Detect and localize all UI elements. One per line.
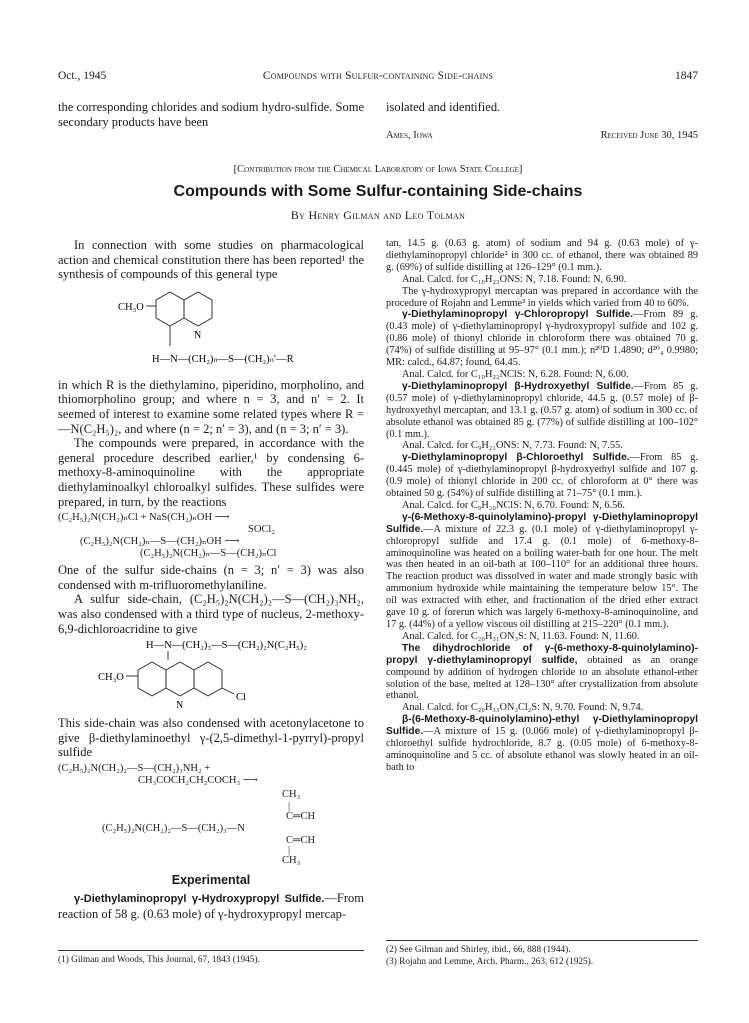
- pyrrole-c1: C═CH: [286, 810, 316, 822]
- paragraph: A sulfur side-chain, (C₂H₅)₂N(CH₂)₂—S—(CH₂)₃NH₂, was also condensed with a third type of nucleus, 2-methoxy-6,9-dichloroacridine to give: [58, 592, 364, 636]
- continued-text-left: the corresponding chlorides and sodium hydro-sulfide. Some secondary products have been: [58, 100, 364, 129]
- paragraph: tan, 14.5 g. (0.63 g. atom) of sodium and 94 g. (0.63 mole) of γ-diethylaminopropyl chloride² in 300 cc. of ethanol, there was obtained 89 g. (69%) of sulfide distilling at 126–129° (0.1 mm.).: [386, 238, 698, 273]
- pyrrole-chain: (C₂H₅)₂N(CH₂)₂—S—(CH₂)₃—N: [102, 822, 245, 834]
- article-byline: By Henry Gilman and Leo Tolman: [290, 208, 466, 222]
- subsection-heading: γ-Diethylaminopropyl γ-Hydroxypropyl Sulfide.: [74, 893, 325, 906]
- header-running-title: Compounds with Sulfur-containing Side-chains: [262, 70, 494, 82]
- paragraph: γ-Diethylaminopropyl β-Hydroxyethyl Sulfide.—From 85 g. (0.57 mole) of γ-diethylaminopropyl chloride, 44.5 g. (0.57 mole) of β-hydroxyethyl mercaptan, and 13.1 g. (0.57 g. atom) of sodium in 300 cc. of absolute ethanol was obtained 85 g. (77%) of sulfide distilling at 100–102° (0.1 mm.).: [386, 380, 698, 440]
- signature-place: Ames, Iowa: [386, 130, 433, 141]
- header-date: Oct., 1945: [58, 70, 107, 82]
- reaction-line: (C₂H₅)₂N(CH₂)ₙ—S—(CH₂)ₙCl: [140, 548, 277, 560]
- paragraph: The dihydrochloride of γ-(6-methoxy-8-quinolylamino)-propyl γ-diethylaminopropyl sulfide, obtained as an orange compound by addition of hydrogen chloride to an absolute ethanol-ether solution of the base, melted at 128–130° after crystallization from absolute ethanol.: [386, 642, 698, 702]
- footnote-rule: [386, 940, 698, 941]
- struct-chain: H—N—(CH₂)ₙ—S—(CH₂)ₙ′—R: [152, 353, 294, 365]
- paragraph: γ-Diethylaminopropyl β-Chloroethyl Sulfide.—From 85 g. (0.445 mole) of γ-diethylaminopropyl β-hydroxyethyl sulfide and 107 g. (0.9 mole) of thionyl chloride in 200 cc. of chloroform at 0° there was obtained 50 g. (54%) of sulfide distilling at 71–75° (0.1 mm.).: [386, 452, 698, 500]
- footnote: (2) See Gilman and Shirley, ibid., 66, 888 (1944).: [386, 945, 571, 955]
- struct-substituent: CH₃O: [98, 672, 124, 684]
- paragraph: γ-Diethylaminopropyl γ-Hydroxypropyl Sulfide.—From reaction of 58 g. (0.63 mole) of γ-hydroxypropyl mercap-: [58, 891, 364, 922]
- paragraph: In connection with some studies on pharmacological action and chemical constitution there has been reported¹ the synthesis of compounds of this general type: [58, 238, 364, 282]
- contribution-line: [Contribution from the Chemical Laboratory of Iowa State College]: [233, 164, 523, 175]
- subsection-heading: β-(6-Methoxy-8-quinolylamino)-ethyl γ-Diethylaminopropyl Sulfide.: [386, 714, 698, 738]
- footnote: (3) Rojahn and Lemme, Arch. Pharm., 263, 612 (1925).: [386, 956, 594, 967]
- running-header: [58, 70, 698, 86]
- reaction-reagent: SOCl₂: [248, 524, 276, 536]
- analysis-line: Anal. Calcd. for C₁₀H₂₂NClS: N, 6.28. Found: N, 6.00.: [402, 368, 629, 380]
- analysis-line: Anal. Calcd. for C₁₀H₂₃ONS: N, 7.18. Found: N, 6.90.: [402, 273, 627, 285]
- pyrrole-methyl-top: CH₃: [282, 788, 301, 800]
- paragraph: The compounds were prepared, in accordance with the general procedure described earlier,¹ by condensing 6-methoxy-8-aminoquinoline with the appropriate diethylaminoalkyl chloroalkyl sulfides. These sulfides were prepared, in turn, by the reactions: [58, 436, 364, 509]
- analysis-line: Anal. Calcd. for C₂₀H₃₁ON₃S: N, 11.63. Found: N, 11.60.: [402, 630, 640, 642]
- acridine-structure-diagram: [58, 638, 364, 714]
- paragraph: This side-chain was also condensed with acetonylacetone to give β-diethylaminoethyl γ-(2,5-dimethyl-1-pyrryl)-propyl sulfide: [58, 716, 364, 760]
- reaction-line: (C₂H₅)₂N(CH₂)₂—S—(CH₂)₃NH₂ +: [58, 762, 211, 774]
- subsection-heading: γ-(6-Methoxy-8-quinolylamino)-propyl γ-Diethylaminopropyl Sulfide.: [386, 511, 698, 535]
- continued-text-right: isolated and identified.: [386, 100, 501, 114]
- reaction-line: (C₂H₅)₂N(CH₂)ₙ—S—(CH₂)ₙOH ⟶: [80, 536, 240, 548]
- signature-line: [386, 130, 698, 141]
- paragraph: β-(6-Methoxy-8-quinolylamino)-ethyl γ-Diethylaminopropyl Sulfide.—A mixture of 15 g. (0.066 mole) of γ-diethylaminopropyl β-chloroethyl sulfide hydrochloride, 8.7 g. (0.05 mole) of 6-methoxy-8-aminoquinoline and 5 cc. of absolute ethanol was slowly heated in an oil-bath to: [386, 714, 698, 773]
- struct-chain: H—N—(CH₂)₃—S—(CH₂)₂N(C₂H₅)₂: [146, 640, 307, 652]
- paragraph: The γ-hydroxypropyl mercaptan was prepared in accordance with the procedure of Rojahn and Lemme³ in yields which varied from 40 to 60%.: [386, 285, 698, 309]
- quinoline-structure-diagram: [58, 284, 364, 376]
- struct-ring-n: N: [194, 329, 202, 341]
- footnote: (1) Gilman and Woods, This Journal, 67, 1843 (1945).: [58, 955, 260, 965]
- reaction-scheme: [58, 512, 364, 560]
- section-heading-experimental: Experimental: [171, 872, 251, 887]
- pyrrole-methyl-bottom: CH₃: [282, 854, 301, 866]
- header-page-number: 1847: [675, 70, 698, 82]
- footnote-rule: [58, 950, 364, 951]
- subsection-heading: The dihydrochloride of γ-(6-methoxy-8-quinolylamino)-propyl γ-diethylaminopropyl sulfide,: [386, 642, 698, 666]
- analysis-line: Anal. Calcd. for C₉H₂₁ONS: N, 7.73. Found: N, 7.55.: [402, 440, 623, 452]
- right-column: [386, 238, 698, 774]
- footnotes-right: [386, 945, 698, 968]
- struct-ring-n: N: [176, 700, 184, 712]
- reaction-line: CH₃COCH₂CH₂COCH₃ ⟶: [138, 774, 258, 786]
- paragraph: γ-(6-Methoxy-8-quinolylamino)-propyl γ-Diethylaminopropyl Sulfide.—A mixture of 22.3 g. (0.1 mole) of γ-diethylaminopropyl γ-chloropropyl sulfide and 17.4 g. (0.1 mole) of 6-methoxy-8-aminoquinoline was heated on a boiling water-bath for one hour. The melt was then heated in an oil-bath at 100–110° for an additional three hours. The reaction product was dissolved in water and made strongly basic with ammonium hydroxide while maintaining the temperature below 15°. The oil was extracted with ether, and fractionation of the dried ether extract gave 10 g. of forerun which was largely 6-methoxy-8-aminoquinoline, and 17 g. (44%) of a yellow viscous oil distilling at 215–220° (0.1 mm.).: [386, 511, 698, 630]
- paragraph: γ-Diethylaminopropyl γ-Chloropropyl Sulfide.—From 89 g. (0.43 mole) of γ-diethylaminopropyl γ-hydroxypropyl sulfide and 102 g. (0.86 mole) of thionyl chloride in chloroform there was obtained 70 g. (74%) of sulfide distilling at 95–97° (0.1 mm.); n²⁰D 1.4890; d²⁰₄ 0.9980; MR: calcd., 64.87; found, 64.45.: [386, 309, 698, 369]
- pyrrole-c2: C═CH: [286, 834, 316, 846]
- analysis-line: Anal. Calcd. for C₉H₂₀NClS: N, 6.70. Found: N, 6.56.: [402, 499, 625, 511]
- subsection-heading: γ-Diethylaminopropyl β-Chloroethyl Sulfide.: [402, 452, 630, 464]
- paragraph: in which R is the diethylamino, piperidino, morpholino, and thiomorpholino group; and where n = 3, and n′ = 2. It seemed of interest to examine some related types where R = —N(C₂H₅)₂, and where (n = 2; n′ = 3), and (n = 3; n′ = 3).: [58, 377, 364, 436]
- paragraph: One of the sulfur side-chains (n = 3; n′ = 3) was also condensed with m-trifluoromethylaniline.: [58, 563, 364, 592]
- reaction-line: (C₂H₅)₂N(CH₂)ₙCl + NaS(CH₂)ₙOH ⟶: [58, 512, 230, 524]
- struct-chloro: Cl: [236, 692, 246, 704]
- analysis-line: Anal. Calcd. for C₂₀H₃₃ON₃Cl₂S: N, 9.70. Found: N, 9.74.: [402, 702, 644, 714]
- struct-substituent: CH₃O: [118, 301, 144, 313]
- received-date: Received June 30, 1945: [600, 130, 698, 141]
- article-title: Compounds with Some Sulfur-containing Side-chains: [173, 183, 583, 200]
- pyrrole-scheme: (C₂H₅)₂N(CH₂)₂—S—(CH₂)₃NH₂ + CH₃COCH₂CH₂COCH₃ ⟶ CH₃ | C═CH (C₂H₅)₂N(CH₂)₂—S—(CH₂)₃—N C═CH | CH₃: [58, 763, 364, 867]
- subsection-heading: γ-Diethylaminopropyl γ-Chloropropyl Sulfide.: [402, 309, 634, 321]
- subsection-heading: γ-Diethylaminopropyl β-Hydroxyethyl Sulfide.: [402, 380, 634, 392]
- left-column: [58, 238, 364, 922]
